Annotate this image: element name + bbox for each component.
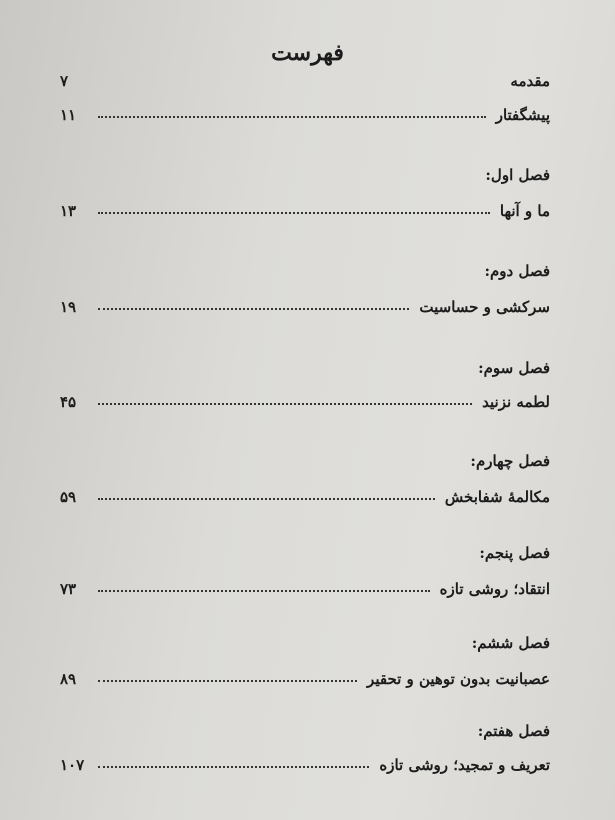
toc-entry-page: ۱۰۷	[60, 756, 85, 774]
toc-leader	[98, 308, 409, 310]
toc-leader	[98, 680, 357, 682]
toc-entry-page: ۷	[60, 72, 69, 90]
toc-leader	[98, 590, 430, 592]
toc-entry-title: انتقاد؛ روشی تازه	[439, 580, 550, 598]
toc-entry-preface	[60, 98, 550, 124]
toc-leader	[98, 212, 490, 214]
chapter-heading: فصل ششم:	[471, 634, 550, 652]
toc-entry-page: ۸۹	[60, 670, 77, 688]
toc-leader	[98, 116, 486, 118]
chapter-heading: فصل دوم:	[484, 262, 550, 280]
toc-entry-chapter	[60, 194, 550, 220]
chapter-heading: فصل اول:	[485, 166, 550, 184]
toc-leader	[98, 403, 472, 405]
toc-entry-title: تعریف و تمجید؛ روشی تازه	[379, 756, 550, 774]
toc-entry-title: پیشگفتار	[495, 106, 550, 124]
toc-leader	[98, 498, 435, 500]
toc-title: فهرست	[271, 40, 344, 66]
toc-entry-page: ۱۹	[60, 298, 77, 316]
toc-entry-title: ما و آنها	[499, 202, 550, 220]
toc-entry-page: ۱۳	[60, 202, 77, 220]
chapter-heading: فصل چهارم:	[470, 452, 550, 470]
chapter-heading: فصل پنجم:	[479, 544, 550, 562]
toc-entry-title: عصبانیت بدون توهین و تحقیر	[367, 670, 550, 688]
toc-entry-chapter	[60, 290, 550, 316]
toc-entry-chapter	[60, 385, 550, 411]
toc-entry-title: مکالمهٔ شفابخش	[444, 488, 550, 506]
toc-entry-chapter	[60, 572, 550, 598]
toc-entry-title: سرکشی و حساسیت	[419, 298, 550, 316]
toc-entry-chapter	[60, 748, 550, 774]
toc-entry-page: ۱۱	[60, 106, 77, 124]
toc-entry-title: مقدمه	[510, 72, 550, 90]
toc-entry-page: ۷۳	[60, 580, 77, 598]
chapter-heading: فصل هفتم:	[477, 722, 550, 740]
toc-entry-chapter	[60, 662, 550, 688]
toc-leader	[98, 766, 369, 768]
toc-entry-page: ۴۵	[60, 393, 77, 411]
toc-entry-title: لطمه نزنید	[482, 393, 550, 411]
toc-entry-introduction	[60, 64, 550, 90]
chapter-heading: فصل سوم:	[478, 359, 550, 377]
toc-entry-page: ۵۹	[60, 488, 77, 506]
toc-entry-chapter	[60, 480, 550, 506]
